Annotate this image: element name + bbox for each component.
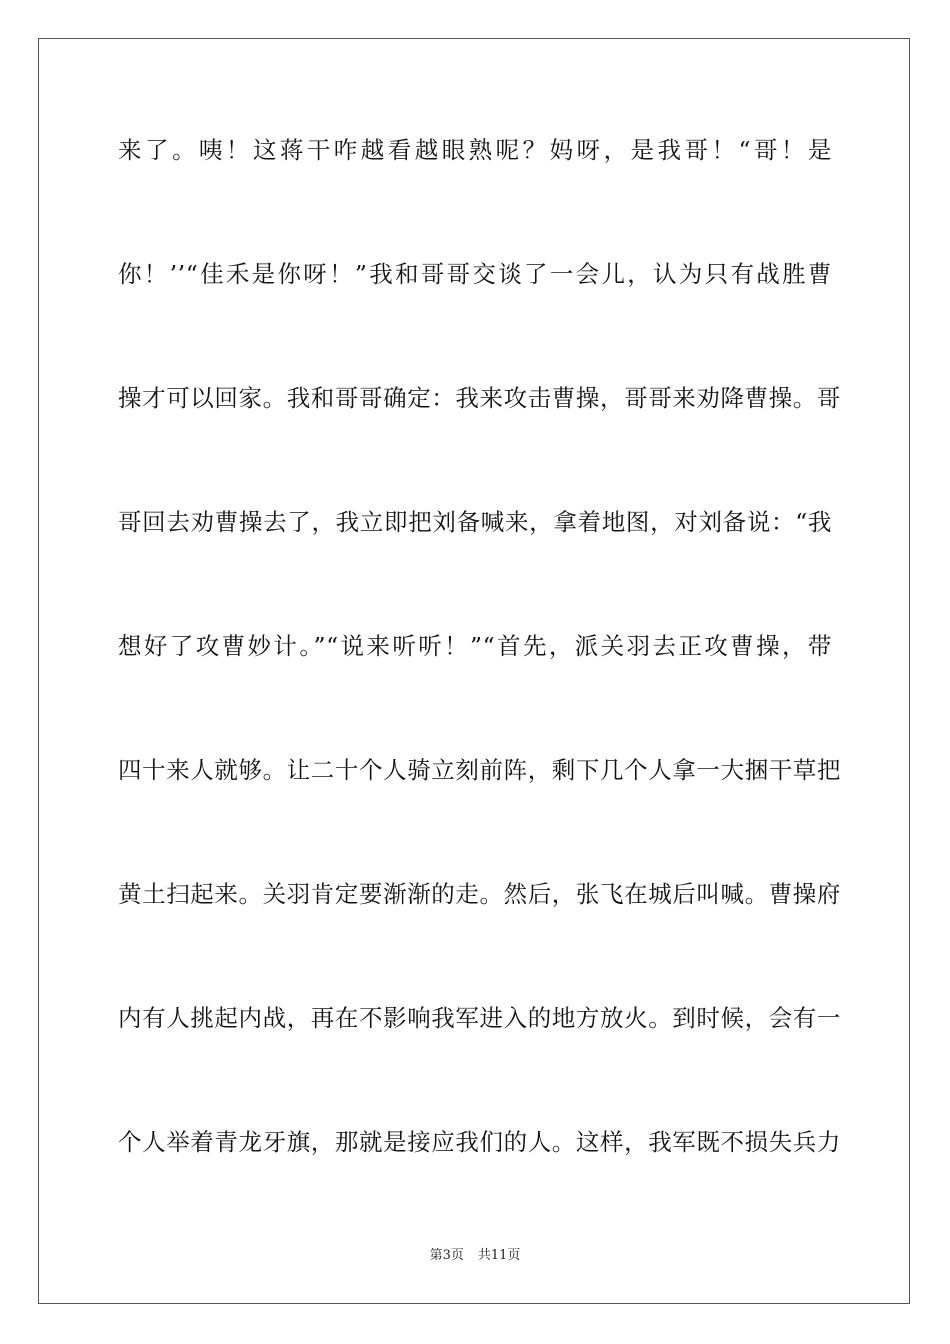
text-line: 个人举着青龙牙旗，那就是接应我们的人。这样，我军既不损失兵力 — [118, 1128, 841, 1156]
text-line: 黄土扫起来。关羽肯定要渐渐的走。然后，张飞在城后叫喊。曹操府 — [118, 880, 841, 908]
text-line: 想好了攻曹妙计。”“说来听听！”“首先，派关羽去正攻曹操，带 — [118, 632, 832, 660]
text-line: 你！’’“佳禾是你呀！”我和哥哥交谈了一会儿，认为只有战胜曹 — [118, 260, 832, 288]
text-line: 操才可以回家。我和哥哥确定：我来攻击曹操，哥哥来劝降曹操。哥 — [118, 384, 841, 412]
page-border — [38, 38, 910, 1304]
page-number: 第3页 — [429, 1248, 464, 1263]
text-line: 四十来人就够。让二十个人骑立刻前阵，剩下几个人拿一大捆干草把 — [118, 756, 841, 784]
text-line: 来了。咦！这蒋干咋越看越眼熟呢？妈呀，是我哥！“哥！是 — [118, 136, 832, 164]
text-line: 内有人挑起内战，再在不影响我军进入的地方放火。到时候，会有一 — [118, 1004, 841, 1032]
page-footer — [0, 1247, 950, 1265]
page-total: 共11页 — [477, 1248, 521, 1263]
text-line: 哥回去劝曹操去了，我立即把刘备喊来，拿着地图，对刘备说：“我 — [118, 508, 832, 536]
